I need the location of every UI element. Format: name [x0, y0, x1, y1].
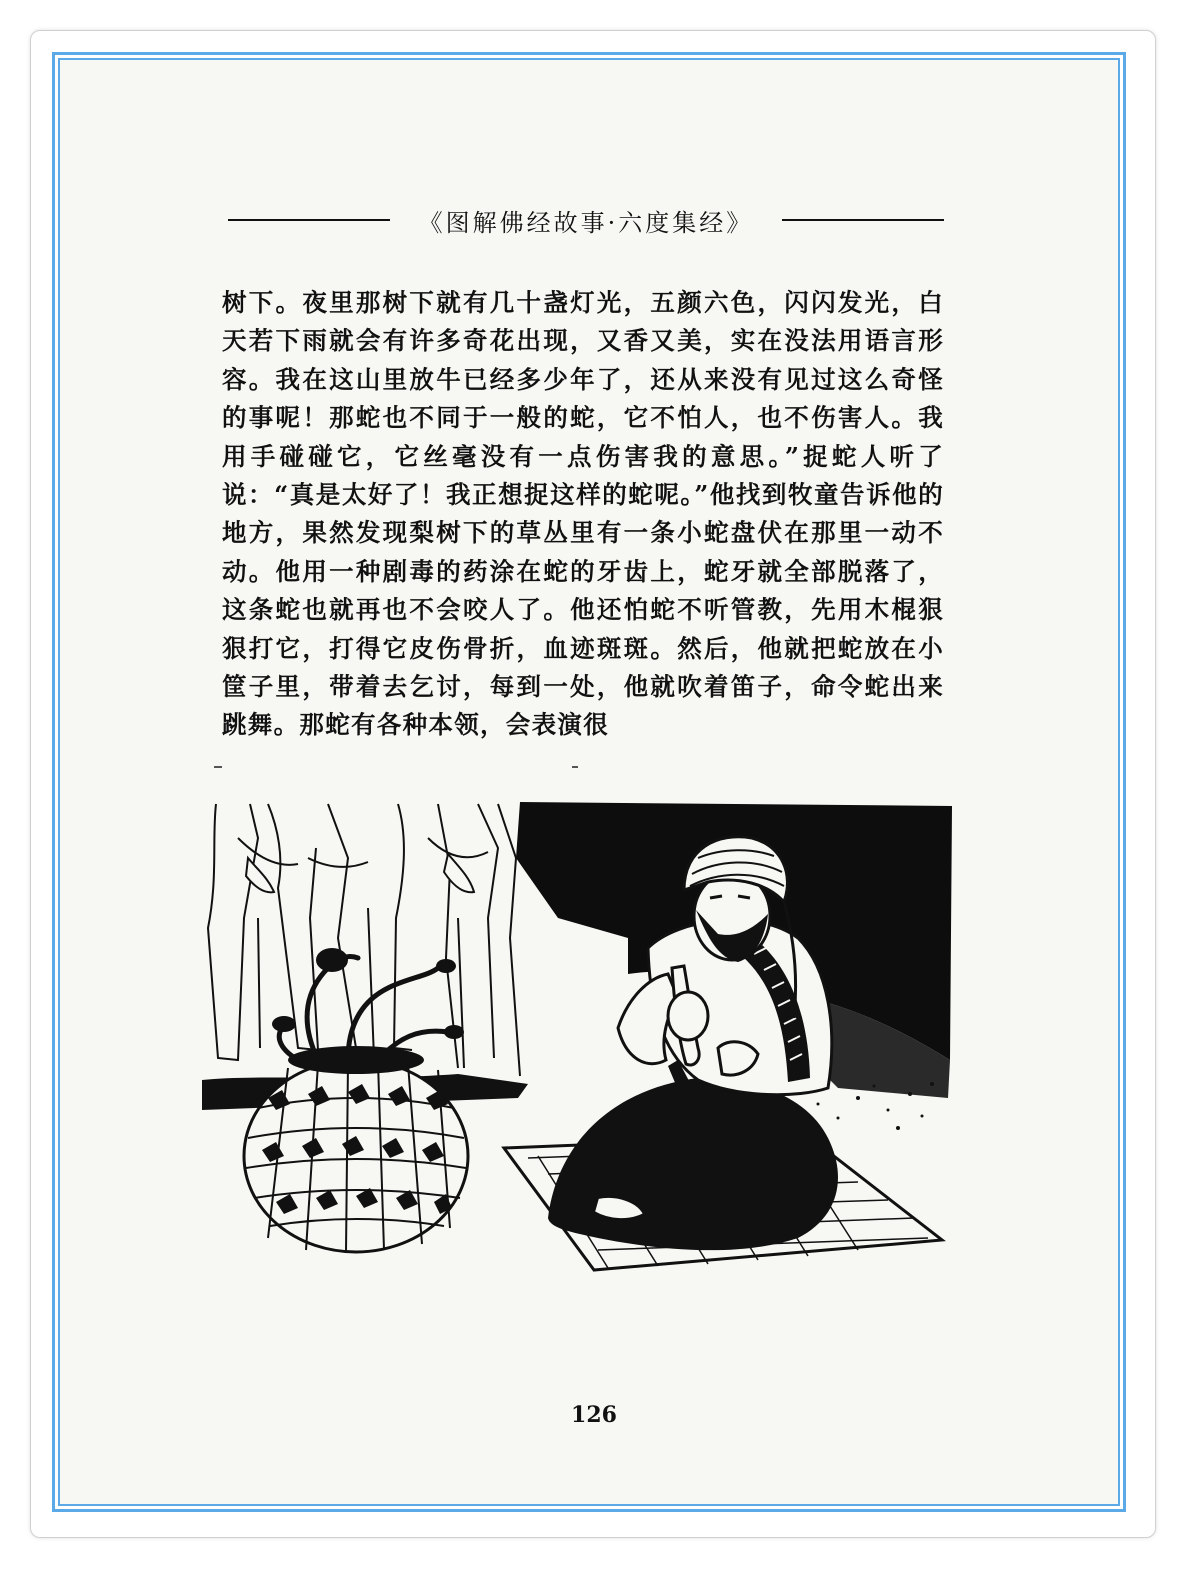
page-content-area [58, 58, 1120, 1506]
body-paragraph: 树下。夜里那树下就有几十盏灯光，五颜六色，闪闪发光，白天若下雨就会有许多奇花出现，又香又美，实在没法用语言形容。我在这山里放牛已经多少年了，还从来没有见过这么奇怪的事呢！那蛇也不同于一般的蛇，它不怕人，也不伤害人。我用手碰碰它，它丝毫没有一点伤害我的意思。”捉蛇人听了说：“真是太好了！我正想捉这样的蛇呢。”他找到牧童告诉他的地方，果然发现梨树下的草丛里有一条小蛇盘伏在那里一动不动。他用一种剧毒的药涂在蛇的牙齿上，蛇牙就全部脱落了，这条蛇也就再也不会咬人了。他还怕蛇不听管教，先用木棍狠狠打它，打得它皮伤骨折，血迹斑斑。然后，他就把蛇放在小筐子里，带着去乞讨，每到一处，他就吹着笛子，命令蛇出来跳舞。那蛇有各种本领，会表演很 [222, 288, 944, 740]
page-number: 126 [571, 1402, 617, 1428]
header-rule-left [228, 219, 390, 221]
book-title: 《图解佛经故事·六度集经》 [418, 208, 754, 237]
scan-artifact-mark [572, 766, 578, 768]
running-header [228, 202, 944, 238]
snake-charmer-illustration [198, 798, 954, 1280]
scan-artifact-mark [214, 766, 222, 768]
header-rule-right [782, 219, 944, 221]
